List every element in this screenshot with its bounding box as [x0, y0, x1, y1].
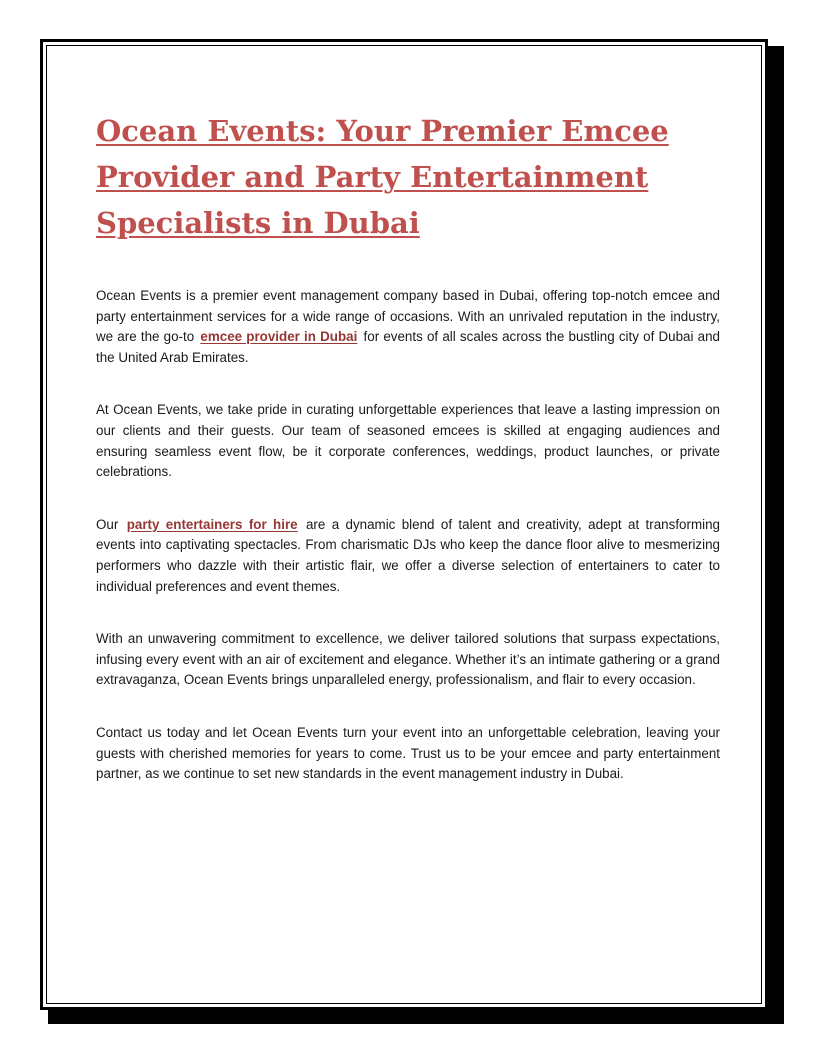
paragraph-experience: At Ocean Events, we take pride in curating unforgettable experiences that leave a lasting impression on our clients and their guests. Our team of seasoned emcees is skilled at engaging audiences and ensuring seamless event flow, be it corporate conferences, weddings, product launches, or private celebrations.: [96, 402, 720, 480]
document-title: Ocean Events: Your Premier Emcee Provider and Party Entertainment Specialists in Dubai: [96, 114, 669, 240]
paragraph-contact: Contact us today and let Ocean Events turn your event into an unforgettable celebration, leaving your guests with cherished memories for years to come. Trust us to be your emcee and party entertainment partner, as we continue to set new standards in the event management industry in Dubai.: [96, 724, 720, 782]
paragraph-text: are a dynamic blend of talent and creativity, adept at transforming events into captivating spectacles. From charismatic DJs who keep the dance floor alive to mesmerizing performers who dazzle with their artistic flair, we offer a diverse selection of entertainers to cater to individual preferences and event themes.: [96, 516, 720, 594]
paragraph-text: Our: [96, 516, 119, 532]
document-body: [96, 108, 720, 785]
paragraph-commitment: With an unwavering commitment to excellence, we deliver tailored solutions that surpass expectations, infusing every event with an air of excitement and elegance. Whether it’s an intimate gathering or a grand extravaganza, Ocean Events brings unparalleled energy, professionalism, and flair to every occasion.: [96, 631, 720, 688]
paragraph-text: Ocean Events is a premier event management company based in Dubai, offering top-notch emcee and party entertainment services for a wide range of occasions. With an unrivaled reputation in the industry, we are the go-to: [96, 288, 720, 345]
paragraph-intro: [96, 286, 720, 368]
party-entertainers-link[interactable]: party entertainers for hire: [126, 516, 298, 532]
paragraph-text: for events of all scales across the bustling city of Dubai and the United Arab Emirates.: [96, 329, 720, 365]
emcee-provider-link[interactable]: emcee provider in Dubai: [200, 329, 358, 345]
paragraph-entertainers: [96, 515, 720, 597]
